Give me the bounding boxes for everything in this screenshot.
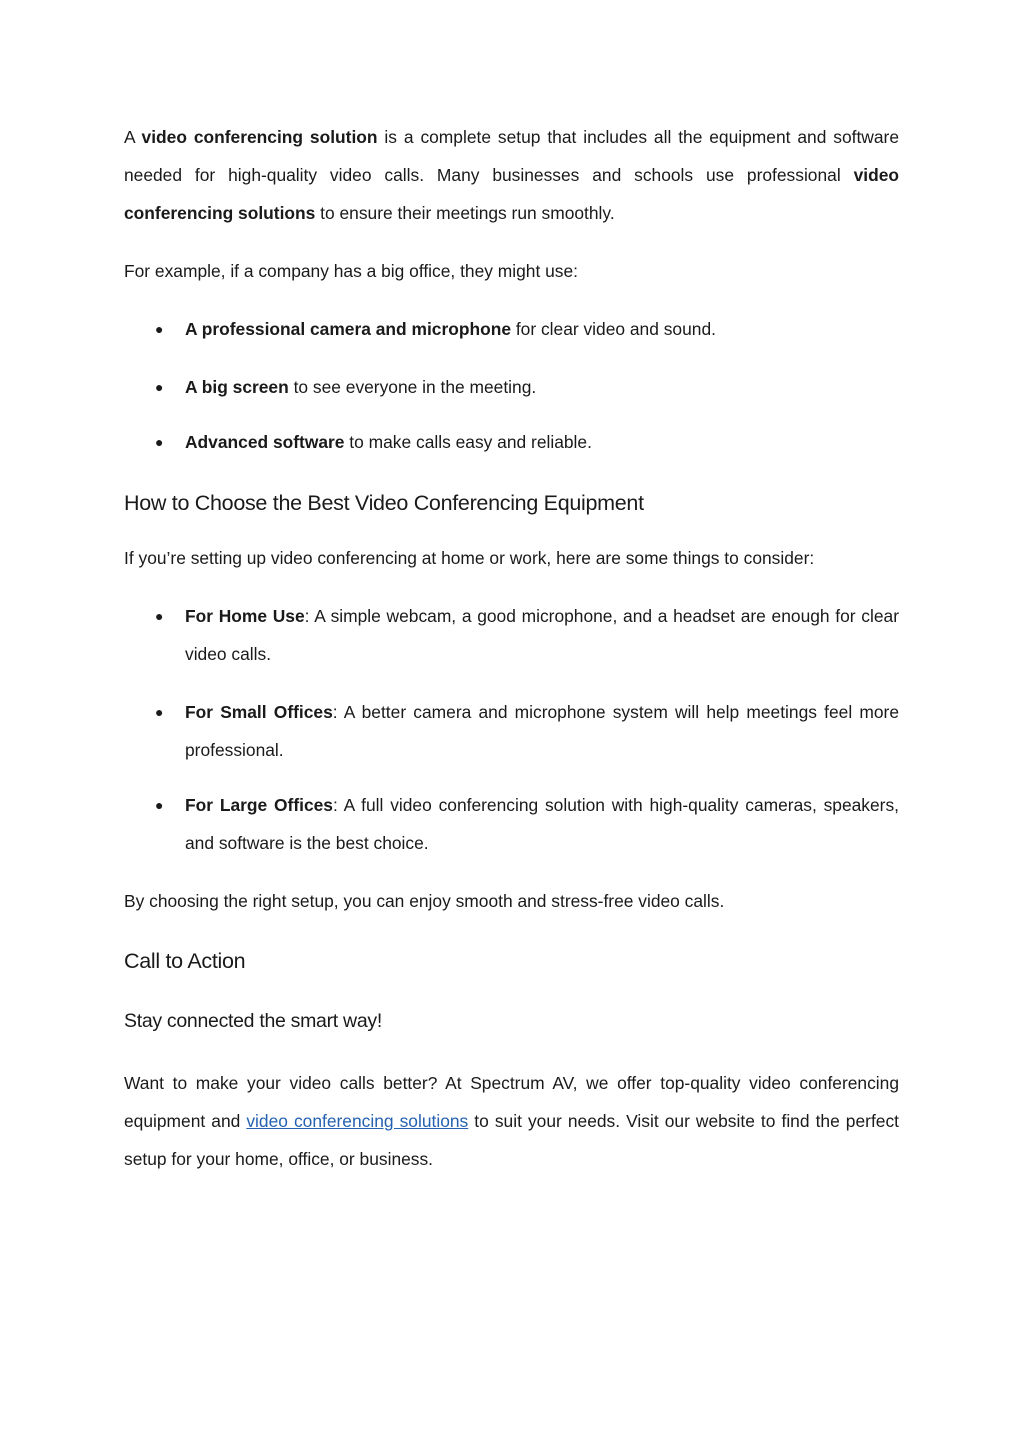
intro-bold-term-2: video conferencing solutions [124,165,899,223]
cta-text-pre: Want to make your video calls better? At Spectrum AV, we offer top-quality video conferencing equipment and [124,1073,899,1131]
list-item-text: : A better camera and microphone system will help meetings feel more professional. [185,702,899,760]
list-item [124,423,899,461]
list-item-bold: For Home Use [185,606,305,626]
list-item-text: for clear video and sound. [511,319,716,339]
list-item-bold: A big screen [185,377,289,397]
closing-paragraph: By choosing the right setup, you can enjoy smooth and stress-free video calls. [124,891,725,911]
video-conferencing-solutions-link[interactable]: video conferencing solutions [246,1111,469,1131]
bullet-icon: ● [155,704,164,720]
list-item-text: : A simple webcam, a good microphone, and a headset are enough for clear video calls. [185,606,899,664]
bullet-icon: ● [155,321,164,337]
list-item-bold: For Large Offices [185,795,333,815]
intro-bold-term: video conferencing solution [141,127,378,147]
cta-paragraph [124,1064,899,1178]
list-item [124,597,899,673]
list-item-text: to see everyone in the meeting. [288,377,537,397]
list-item-bold: For Small Offices [185,702,333,722]
list-item-bold: A professional camera and microphone [185,319,511,339]
intro-text-mid: is a complete setup that includes all the equipment and software needed for high-quality video calls. Many businesses and schools use professional [124,127,899,185]
example-paragraph: For example, if a company has a big office, they might use: [124,261,578,281]
document-page [124,118,899,1178]
bullet-icon: ● [155,434,164,450]
section-heading-cta: Call to Action [124,949,246,973]
section-heading-choose: How to Choose the Best Video Conferencing Equipment [124,491,644,515]
list-item [124,693,899,769]
intro-text-post: to ensure their meetings run smoothly. [315,203,615,223]
cta-text-post: to suit your needs. Visit our website to find the perfect setup for your home, office, or business. [124,1111,899,1169]
setup-options-list [124,597,899,862]
intro-text-pre: A [124,127,142,147]
bullet-icon: ● [155,797,164,813]
list-item [124,786,899,862]
list-item-bold: Advanced software [185,432,345,452]
list-item [124,310,899,348]
bullet-icon: ● [155,608,164,624]
office-equipment-list [124,310,899,461]
bullet-icon: ● [155,379,164,395]
list-item-text: to make calls easy and reliable. [344,432,592,452]
list-item-text: : A full video conferencing solution with high-quality cameras, speakers, and software is the best choice. [185,795,899,853]
intro-paragraph [124,118,899,232]
cta-subheading: Stay connected the smart way! [124,1010,382,1032]
list-item [124,368,899,406]
choose-intro-paragraph: If you’re setting up video conferencing at home or work, here are some things to consider: [124,548,815,568]
